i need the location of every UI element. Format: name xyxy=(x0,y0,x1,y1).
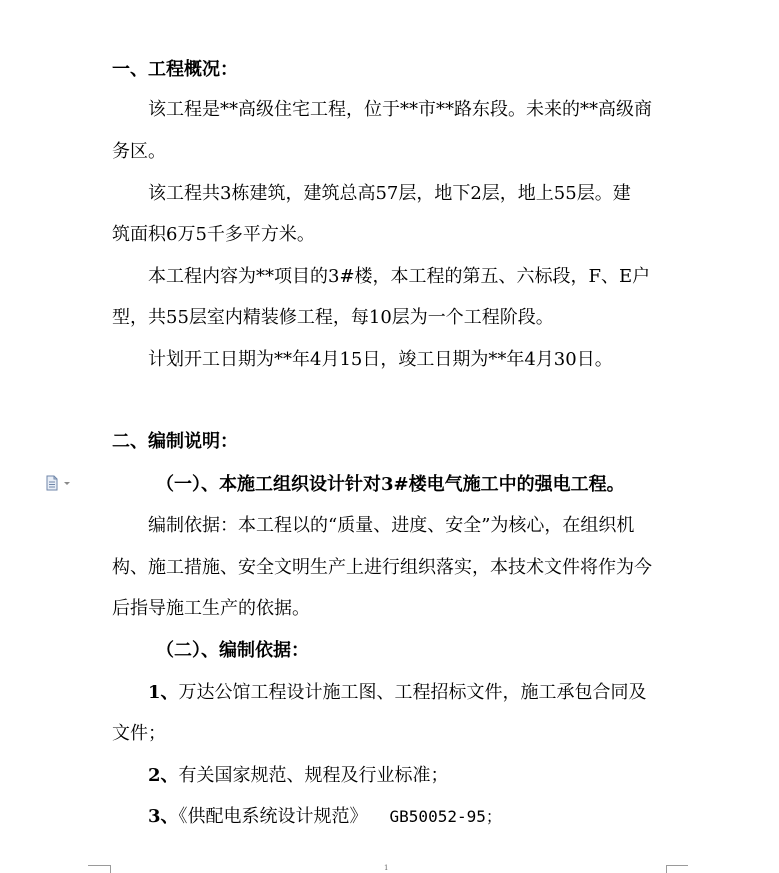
list-item-text: 万达公馆工程设计施工图、工程招标文件，施工承包合同及 xyxy=(178,682,647,703)
paragraph-line: 构、施工措施、安全文明生产上进行组织落实，本技术文件将作为今 xyxy=(112,557,652,578)
section1-heading: 一、工程概况： xyxy=(112,59,238,80)
paragraph-line: 务区。 xyxy=(112,141,166,162)
crop-mark xyxy=(110,865,111,873)
list-item xyxy=(148,805,502,829)
paragraph-line: 后指导施工生产的依据。 xyxy=(112,598,310,619)
list-item xyxy=(148,681,647,705)
subsection-two: （二）、编制依据： xyxy=(156,640,309,661)
paragraph-line: 编制依据：本工程以的“质量、进度、安全”为核心，在组织机 xyxy=(148,515,635,536)
paragraph-line: 计划开工日期为**年4月15日，竣工日期为**年4月30日。 xyxy=(148,349,613,370)
paragraph-line: 该工程是**高级住宅工程，位于**市**路东段。未来的**高级商 xyxy=(148,99,652,120)
document-paste-options-icon[interactable] xyxy=(44,475,74,491)
crop-mark xyxy=(88,865,110,866)
list-item xyxy=(148,764,449,788)
list-item-number: 1、 xyxy=(148,682,179,703)
crop-mark xyxy=(666,865,688,866)
list-item-number: 2、 xyxy=(148,765,179,786)
paragraph-line: 型，共55层室内精装修工程，每10层为一个工程阶段。 xyxy=(112,307,554,328)
list-item-title: 《供配电系统设计规范》 xyxy=(178,806,368,827)
list-item-text: 有关国家规范、规程及行业标准； xyxy=(178,765,449,786)
paragraph-line: 文件； xyxy=(112,723,166,744)
list-item-number: 3、 xyxy=(148,806,179,827)
paragraph-line: 该工程共3栋建筑，建筑总高57层，地下2层，地上55层。建 xyxy=(148,183,631,204)
subsection-one: （一）、本施工组织设计针对3#楼电气施工中的强电工程。 xyxy=(156,474,625,495)
section2-heading: 二、编制说明： xyxy=(112,431,238,452)
crop-mark xyxy=(666,865,667,873)
standard-code: GB50052-95； xyxy=(389,807,502,826)
paragraph-line: 筑面积6万5千多平方米。 xyxy=(112,224,315,245)
page-number: 1 xyxy=(384,864,389,872)
paragraph-line: 本工程内容为**项目的3#楼，本工程的第五、六标段，F、E户 xyxy=(148,266,651,287)
